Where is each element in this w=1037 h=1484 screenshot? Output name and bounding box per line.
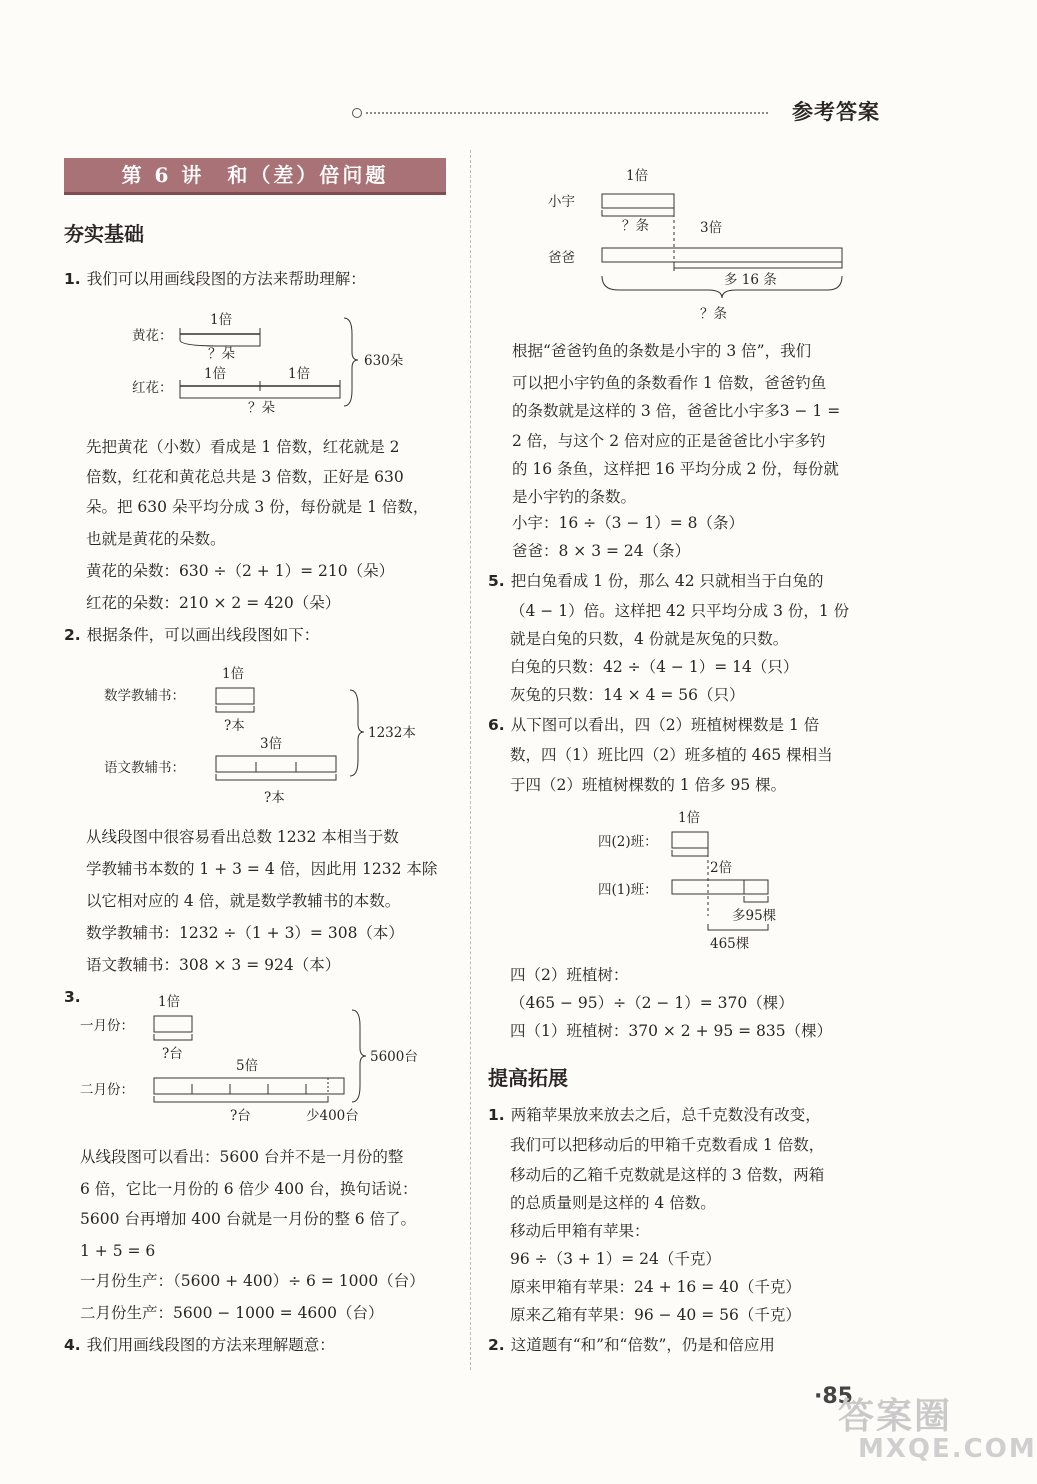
q3-less: 少400台 (306, 1108, 359, 1124)
adv1-number: 1. (488, 1106, 505, 1124)
q4-number: 4. (64, 1336, 81, 1354)
q1-intro (64, 264, 366, 294)
q5-line-5: 灰兔的只数：14 × 4 = 56（只） (510, 686, 745, 704)
q3-label-jan: 一月份： (80, 1018, 134, 1034)
adv1-line-5: 移动后甲箱有苹果： (510, 1222, 650, 1240)
q4-line-5: 的 16 条鱼，这样把 16 平均分成 2 份，每份就 (512, 460, 839, 478)
q4-line-diagram (548, 160, 878, 332)
q4-line-3: 的条数就是这样的 3 倍，爸爸比小宇多3 − 1 = (512, 402, 841, 420)
q1-line-5: 黄花的朵数：630 ÷（2 + 1）= 210（朵） (86, 562, 395, 580)
bullet-dot-icon (352, 108, 362, 118)
q1-one-times-red-b: 1倍 (288, 366, 311, 382)
page-header (352, 96, 880, 128)
dotted-rule (366, 112, 768, 114)
q4-q-xiaoyu: ？条 (622, 218, 649, 234)
q6-line-2: 数，四（1）班比四（2）班多植的 465 棵相当 (510, 746, 833, 764)
adv1-line-1 (488, 1100, 821, 1130)
adv1-line-6: 96 ÷（3 + 1）= 24（千克） (510, 1250, 721, 1268)
q5-line-2: （4 − 1）倍。这样把 42 只平均分成 3 份，1 份 (510, 602, 850, 620)
q3-line-5: 一月份生产：（5600 + 400）÷ 6 = 1000（台） (80, 1272, 425, 1290)
adv1-line-8: 原来乙箱有苹果：96 − 40 = 56（千克） (510, 1306, 801, 1324)
q3-q-jan: ?台 (162, 1046, 183, 1062)
q4-q-total: ？条 (700, 306, 727, 322)
page-number: ·85 (814, 1384, 853, 1409)
q3-one-times: 1倍 (158, 994, 181, 1010)
q2-total: 1232本 (368, 725, 416, 741)
q4-label-xiaoyu: 小宇 (548, 194, 575, 210)
q4-line-4: 2 倍，与这个 2 倍对应的正是爸爸比小宇多钓 (512, 432, 826, 450)
q3-line-4: 1 + 5 = 6 (80, 1242, 156, 1260)
q1-line-2: 倍数，红花和黄花总共是 3 倍数，正好是 630 (86, 468, 404, 486)
q6-line-diagram (598, 806, 858, 956)
q4-more16: 多 16 条 (724, 272, 777, 288)
q2-label-chinese: 语文教辅书： (104, 760, 185, 776)
header-title: 参考答案 (792, 99, 880, 124)
q4-line-8: 爸爸：8 × 3 = 24（条） (512, 542, 691, 560)
q5-line-3: 就是白兔的只数，4 份就是灰兔的只数。 (510, 630, 789, 648)
q4-three-times: 3倍 (700, 220, 723, 236)
q4-label-baba: 爸爸 (548, 250, 575, 266)
q2-line-3: 以它相对应的 4 倍，就是数学教辅书的本数。 (86, 892, 401, 910)
q6-number: 6. (488, 716, 505, 734)
q6-label-c42: 四(2)班： (598, 834, 658, 850)
q2-line-5: 语文教辅书：308 × 3 = 924（本） (86, 956, 341, 974)
q2-label-math: 数学教辅书： (104, 688, 185, 704)
q6-label-c41: 四(1)班： (598, 882, 658, 898)
q1-line-3: 朵。把 630 朵平均分成 3 份，每份就是 1 倍数， (86, 498, 429, 516)
q6-line-1-text: 从下图可以看出，四（2）班植树棵数是 1 倍 (510, 716, 820, 734)
q5-line-4: 白兔的只数：42 ÷（4 − 1）= 14（只） (510, 658, 799, 676)
q1-line-diagram (120, 304, 440, 414)
q2-one-times: 1倍 (222, 666, 245, 682)
section-heading-advanced: 提高拓展 (488, 1066, 568, 1090)
q6-two-times: 2倍 (710, 860, 733, 876)
q3-label-feb: 二月份： (80, 1082, 134, 1098)
q3-line-3: 5600 台再增加 400 台就是一月份的整 6 倍了。 (80, 1210, 417, 1228)
q1-number: 1. (64, 270, 81, 288)
q2-line-2: 学教辅书本数的 1 + 3 = 4 倍，因此用 1232 本除 (86, 860, 438, 878)
q2-intro-text: 根据条件，可以画出线段图如下： (86, 626, 320, 644)
q6-line-4: 四（2）班植树： (510, 966, 629, 984)
q1-one-times-yellow: 1倍 (210, 312, 233, 328)
q3-total: 5600台 (370, 1049, 418, 1065)
q1-line-6: 红花的朵数：210 × 2 = 420（朵） (86, 594, 341, 612)
q1-line-1: 先把黄花（小数）看成是 1 倍数，红花就是 2 (86, 438, 400, 456)
q3-five-times: 5倍 (236, 1058, 259, 1074)
q2-q-chinese: ?本 (264, 790, 285, 806)
watermark-top: 答案圈 (838, 1396, 953, 1437)
q4-one-times: 1倍 (626, 168, 649, 184)
q6-465: 465棵 (710, 936, 750, 952)
q2-intro (64, 620, 319, 650)
q2-number: 2. (64, 626, 81, 644)
q3-number-text: 3. (64, 988, 81, 1006)
watermark-bottom: MXQE.COM (858, 1434, 1037, 1464)
adv1-line-2: 我们可以把移动后的甲箱千克数看成 1 倍数， (510, 1136, 825, 1154)
q2-line-4: 数学教辅书：1232 ÷（1 + 3）= 308（本） (86, 924, 404, 942)
q6-line-1 (488, 710, 819, 740)
q4-line-7: 小宇：16 ÷（3 − 1）= 8（条） (512, 514, 744, 532)
q4-intro-text: 我们用画线段图的方法来理解题意： (86, 1336, 335, 1354)
q1-q-yellow: ？朵 (208, 346, 235, 362)
adv1-line-1-text: 两箱苹果放来放去之后，总千克数没有改变， (510, 1106, 821, 1124)
q4-intro (64, 1330, 335, 1360)
q1-total: 630朵 (364, 353, 404, 369)
q5-number: 5. (488, 572, 505, 590)
q6-line-3: 于四（2）班植树棵数的 1 倍多 95 棵。 (510, 776, 787, 794)
q5-line-1-text: 把白兔看成 1 份，那么 42 只就相当于白兔的 (510, 572, 824, 590)
q6-more95: 多95棵 (732, 908, 777, 924)
q1-label-yellow: 黄花： (132, 328, 173, 344)
adv1-line-7: 原来甲箱有苹果：24 + 16 = 40（千克） (510, 1278, 801, 1296)
q2-line-diagram (104, 660, 444, 810)
q3-q-feb: ?台 (230, 1108, 251, 1124)
q5-line-1 (488, 566, 823, 596)
chapter-title: 第 6 讲 和（差）倍问题 (64, 158, 446, 195)
q1-one-times-red-a: 1倍 (204, 366, 227, 382)
watermark-logo (838, 1388, 1037, 1472)
adv2-number: 2. (488, 1336, 505, 1354)
q6-line-5: （465 − 95）÷（2 − 1）= 370（棵） (510, 994, 794, 1012)
q1-intro-text: 我们可以用画线段图的方法来帮助理解： (86, 270, 366, 288)
adv1-line-4: 的总质量则是这样的 4 倍数。 (510, 1194, 716, 1212)
section-heading-basic: 夯实基础 (64, 222, 144, 246)
q2-q-math: ?本 (224, 718, 245, 734)
adv1-line-3: 移动后的乙箱千克数就是这样的 3 倍数，两箱 (510, 1166, 825, 1184)
q6-one-times: 1倍 (678, 810, 701, 826)
q2-line-1: 从线段图中很容易看出总数 1232 本相当于数 (86, 828, 399, 846)
adv2-intro (488, 1330, 775, 1360)
q4-line-6: 是小宇钓的条数。 (512, 488, 637, 506)
q2-three-times: 3倍 (260, 736, 283, 752)
q3-line-2: 6 倍，它比一月份的 6 倍少 400 台，换句话说： (80, 1180, 418, 1198)
q1-label-red: 红花： (132, 380, 173, 396)
q3-line-diagram (80, 990, 440, 1130)
column-divider (470, 150, 471, 1370)
q4-line-2: 可以把小宇钓鱼的条数看作 1 倍数，爸爸钓鱼 (512, 374, 827, 392)
q3-line-6: 二月份生产：5600 − 1000 = 4600（台） (80, 1304, 384, 1322)
q4-line-1: 根据“爸爸钓鱼的条数是小宇的 3 倍”，我们 (512, 342, 812, 360)
q6-line-6: 四（1）班植树：370 × 2 + 95 = 835（棵） (510, 1022, 833, 1040)
q1-line-4: 也就是黄花的朵数。 (86, 530, 226, 548)
q1-q-red: ？朵 (248, 400, 275, 416)
adv2-intro-text: 这道题有“和”和“倍数”，仍是和倍应用 (510, 1336, 775, 1354)
q3-line-1: 从线段图可以看出：5600 台并不是一月份的整 (80, 1148, 404, 1166)
